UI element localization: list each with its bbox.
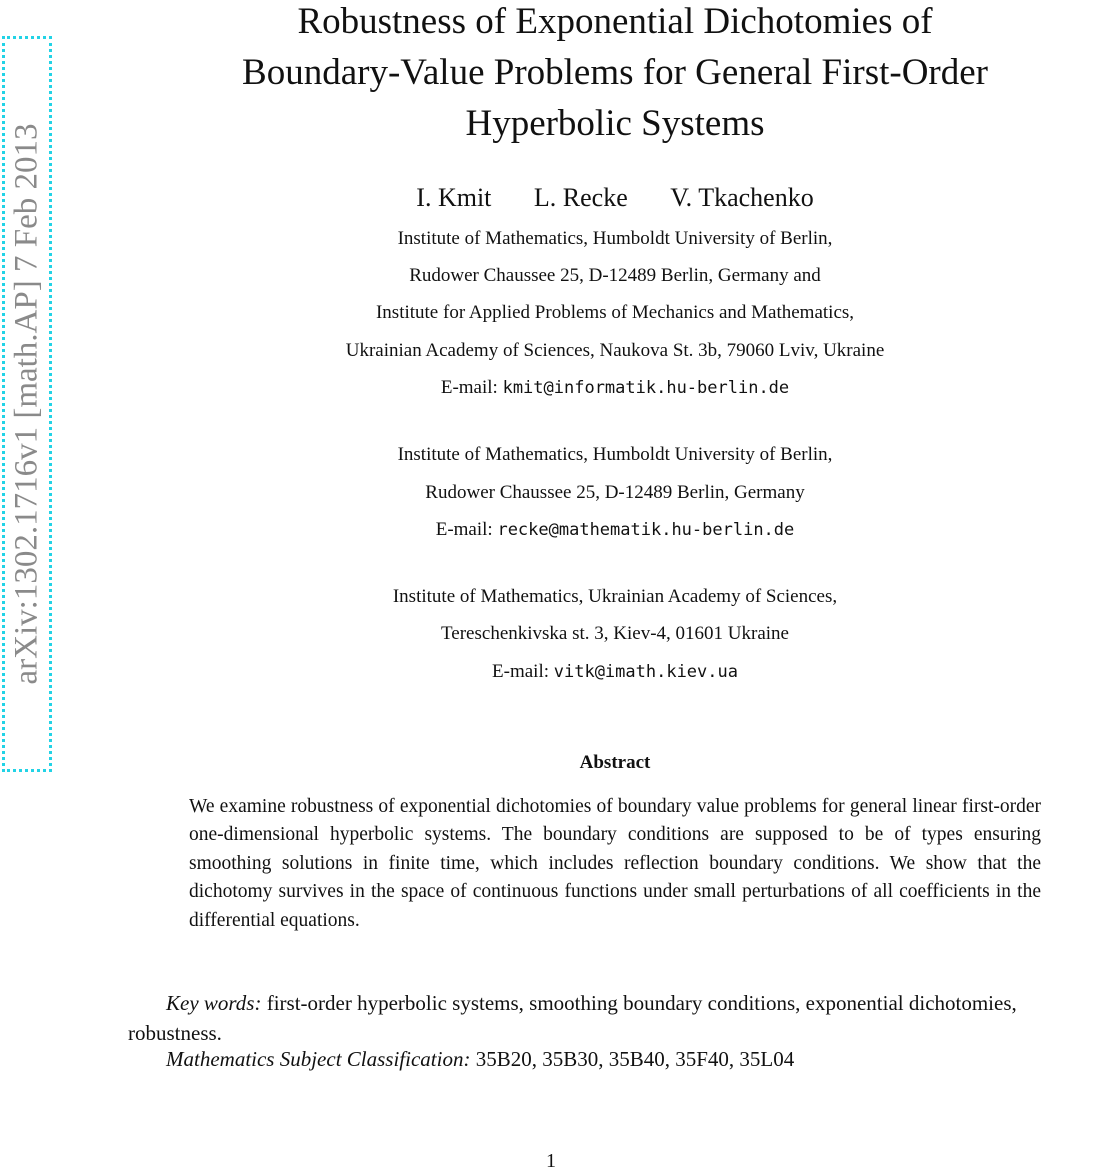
msc-label: Mathematics Subject Classification: <box>166 1047 471 1071</box>
page-number: 1 <box>546 1150 556 1172</box>
affiliation-line: Institute of Mathematics, Humboldt University of Berlin, <box>397 444 833 465</box>
affiliation-line: Rudower Chaussee 25, D-12489 Berlin, Germany and <box>409 265 821 286</box>
subject-classification <box>166 1047 1066 1072</box>
affiliation-line: Institute for Applied Problems of Mechanics and Mathematics, <box>375 302 855 323</box>
affiliation-line: Tereschenkivska st. 3, Kiev-4, 01601 Ukraine <box>441 623 789 644</box>
affiliation-line: Ukrainian Academy of Sciences, Naukova St. 3b, 79060 Lviv, Ukraine <box>345 340 885 361</box>
email-label: E-mail: <box>440 377 498 398</box>
arxiv-identifier: arXiv:1302.1716v1 [math.AP] 7 Feb 2013 <box>8 123 45 685</box>
keywords <box>128 988 1102 1048</box>
email-line <box>150 377 1080 399</box>
title-line: Hyperbolic Systems <box>465 103 765 144</box>
email-label: E-mail: <box>435 519 493 540</box>
email-line <box>150 661 1080 683</box>
email-address[interactable]: vitk@imath.kiev.ua <box>553 662 738 682</box>
title-line: Robustness of Exponential Dichotomies of <box>297 1 933 42</box>
msc-codes: 35B20, 35B30, 35B40, 35F40, 35L04 <box>475 1047 795 1071</box>
affiliation-line: Institute of Mathematics, Ukrainian Academy of Sciences, <box>392 586 838 607</box>
abstract-text: We examine robustness of exponential dichotomies of boundary value problems for general linear first-order one-dimensional hyperbolic systems. The boundary conditions are supposed to be of types ensuring smoothing solutions in finite time, which includes reflection boundary conditions. We show that the dichotomy survives in the space of continuous functions under small perturbations of all coefficients in the differential equations. <box>189 796 1041 931</box>
email-label: E-mail: <box>492 661 549 682</box>
arxiv-stamp <box>2 36 52 772</box>
author-name: I. Kmit <box>416 183 492 212</box>
keywords-text: first-order hyperbolic systems, smoothing boundary conditions, exponential dichotomies, robustness. <box>128 991 1017 1045</box>
affiliation-line: Rudower Chaussee 25, D-12489 Berlin, Germany <box>425 482 805 503</box>
email-line <box>150 519 1080 541</box>
email-address[interactable]: recke@mathematik.hu-berlin.de <box>497 520 795 540</box>
author-name: V. Tkachenko <box>670 183 814 212</box>
keywords-label: Key words: <box>166 991 262 1015</box>
abstract-heading: Abstract <box>579 752 651 773</box>
paper-title <box>150 0 1080 149</box>
author-name: L. Recke <box>533 183 628 212</box>
affiliation-line: Institute of Mathematics, Humboldt University of Berlin, <box>397 228 833 249</box>
email-address[interactable]: kmit@informatik.hu-berlin.de <box>502 378 790 398</box>
author-list <box>150 183 1080 213</box>
title-line: Boundary-Value Problems for General First-Order <box>242 52 988 93</box>
